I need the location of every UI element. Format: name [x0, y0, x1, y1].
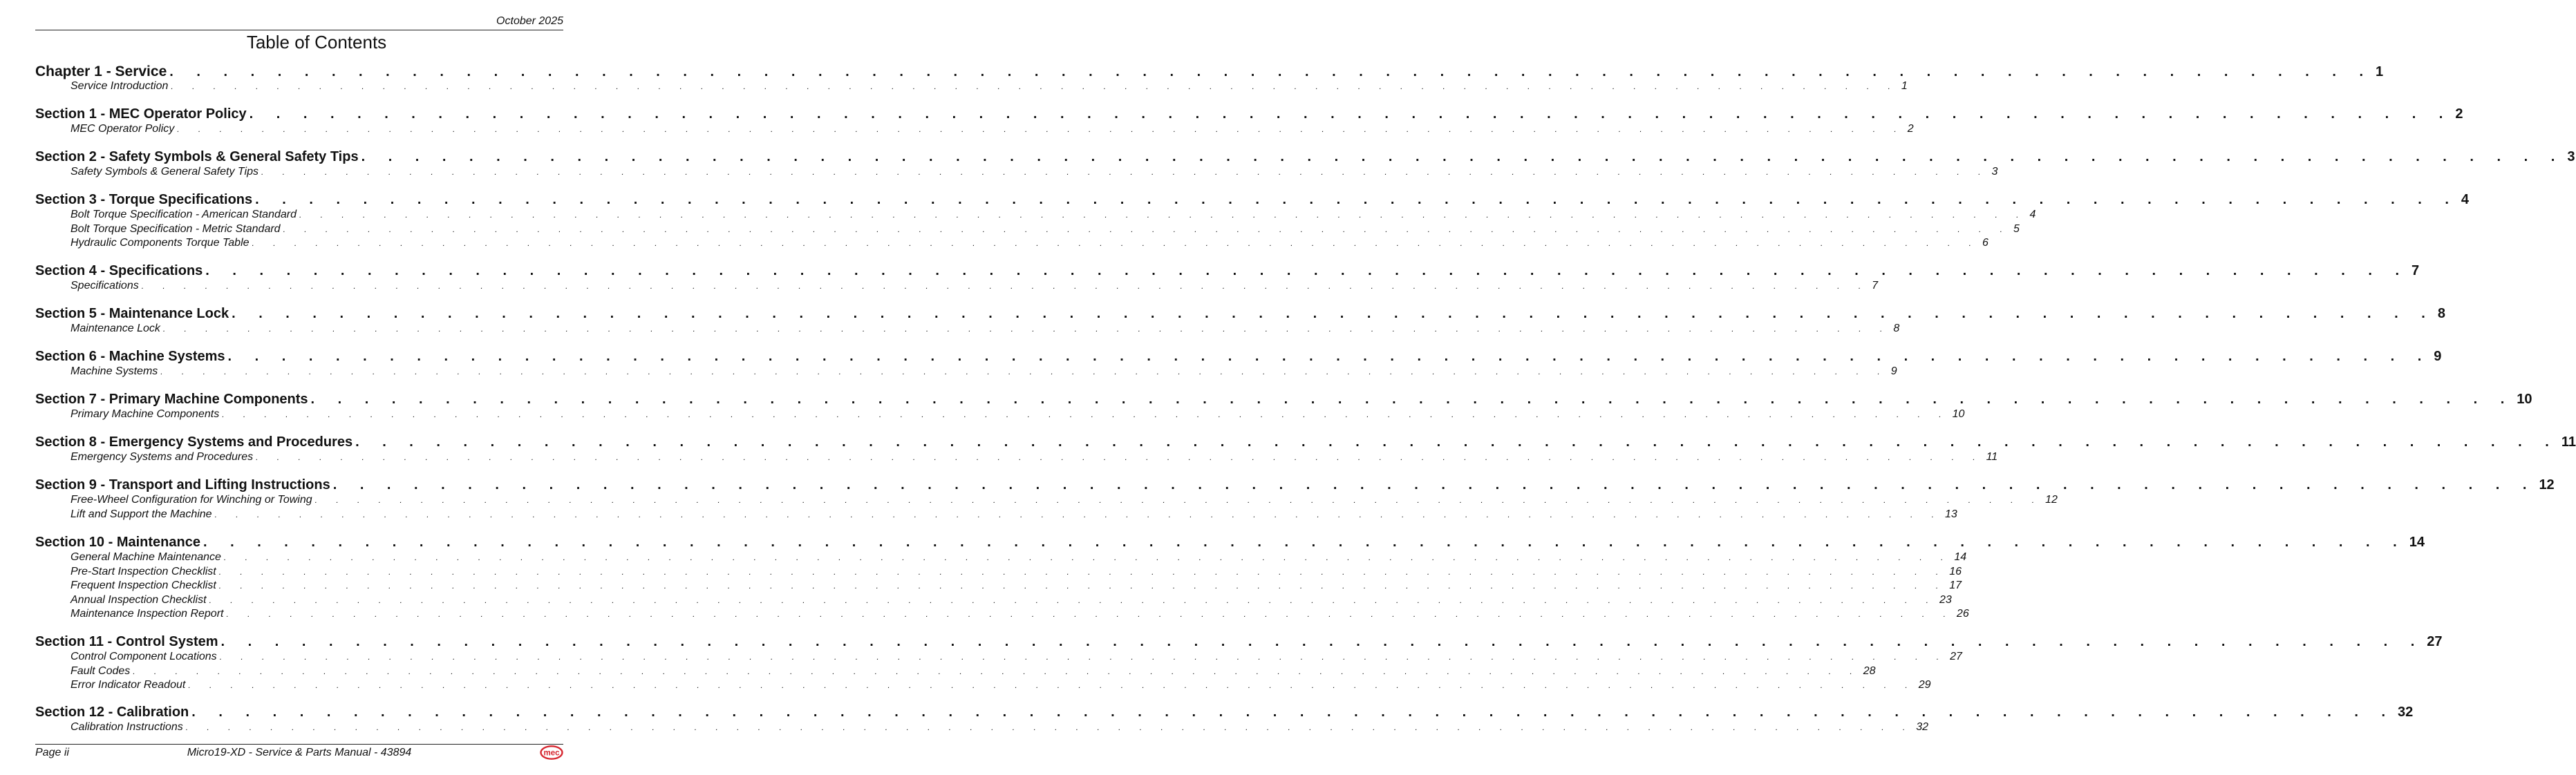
footer-page-number: Page ii [35, 747, 69, 758]
toc-leader-dots: . . . . . . . . . . . . . . . . . . . . . . . . . . . . . . . . . . . . . . . . . . . . . . . . . . . . . . . . . . . . . . . . . . . . . . . . . . . . . . . . . . [310, 392, 2514, 407]
toc-leader-dots: . . . . . . . . . . . . . . . . . . . . . . . . . . . . . . . . . . . . . . . . . . . . . . . . . . . . . . . . . . . . . . . . . . . . . . . . . . . . . . . . . . [255, 192, 2459, 207]
toc-section-row[interactable] [35, 705, 2414, 723]
toc-entry-row[interactable] [35, 80, 1908, 95]
toc-entry-row[interactable] [35, 365, 1897, 380]
toc-section-title: Section 12 - Calibration [35, 705, 189, 720]
toc-section-title: Section 9 - Transport and Lifting Instructions [35, 477, 330, 492]
toc-leader-dots: . . . . . . . . . . . . . . . . . . . . . . . . . . . . . . . . . . . . . . . . . . . . . . . . . . . . . . . . . . . . . . . . . . . . . . . . . . . . . . . . . . [133, 666, 1861, 676]
toc-entry-title: Bolt Torque Specification - American Standard [70, 209, 297, 220]
toc-leader-dots: . . . . . . . . . . . . . . . . . . . . . . . . . . . . . . . . . . . . . . . . . . . . . . . . . . . . . . . . . . . . . . . . . . . . . . . . . . . . . . . . . . [361, 149, 2565, 164]
toc-entry-title: Pre-Start Inspection Checklist [70, 565, 216, 577]
toc-section-title: Section 10 - Maintenance [35, 535, 200, 550]
toc-section-page: 2 [2455, 106, 2463, 122]
toc-section-title: Section 4 - Specifications [35, 263, 203, 278]
toc-entry-title: Free-Wheel Configuration for Winching or Towing [70, 494, 312, 506]
toc-section-row[interactable] [35, 349, 2442, 367]
toc-entry-title: Specifications [70, 280, 139, 291]
toc-entry-row[interactable] [35, 408, 1965, 423]
toc-entry-page: 11 [1986, 451, 1998, 463]
toc-leader-dots: . . . . . . . . . . . . . . . . . . . . . . . . . . . . . . . . . . . . . . . . . . . . . . . . . . . . . . . . . . . . . . . . . . . . . . . . . . . . . . . . . . [223, 553, 1952, 562]
toc-section-row[interactable] [35, 64, 2384, 82]
toc-leader-dots: . . . . . . . . . . . . . . . . . . . . . . . . . . . . . . . . . . . . . . . . . . . . . . . . . . . . . . . . . . . . . . . . . . . . . . . . . . . . . . . . . . [209, 595, 1937, 605]
toc-section-title: Section 2 - Safety Symbols & General Safety Tips [35, 149, 359, 164]
toc-entry-title: Maintenance Lock [70, 323, 160, 334]
toc-leader-dots: . . . . . . . . . . . . . . . . . . . . . . . . . . . . . . . . . . . . . . . . . . . . . . . . . . . . . . . . . . . . . . . . . . . . . . . . . . . . . . . . . . [283, 224, 2011, 234]
toc-section-title: Section 5 - Maintenance Lock [35, 306, 229, 321]
toc-leader-dots: . . . . . . . . . . . . . . . . . . . . . . . . . . . . . . . . . . . . . . . . . . . . . . . . . . . . . . . . . . . . . . . . . . . . . . . . . . . . . . . . . . [191, 705, 2395, 720]
toc-entry-page: 10 [1952, 408, 1965, 420]
toc-entry-title: Frequent Inspection Checklist [70, 580, 216, 592]
toc-section-title: Section 3 - Torque Specifications [35, 192, 253, 207]
toc-entry-row[interactable] [35, 551, 1967, 566]
toc-section-row[interactable] [35, 306, 2445, 324]
toc-section-page: 7 [2412, 263, 2420, 278]
toc-leader-dots: . . . . . . . . . . . . . . . . . . . . . . . . . . . . . . . . . . . . . . . . . . . . . . . . . . . . . . . . . . . . . . . . . . . . . . . . . . . . . . . . . . [218, 566, 1947, 577]
toc-entry-page: 29 [1918, 679, 1931, 691]
toc-leader-dots: . . . . . . . . . . . . . . . . . . . . . . . . . . . . . . . . . . . . . . . . . . . . . . . . . . . . . . . . . . . . . . . . . . . . . . . . . . . . . . . . . . [227, 349, 2432, 364]
toc-entry-title: Fault Codes [70, 664, 131, 677]
toc-leader-dots: . . . . . . . . . . . . . . . . . . . . . . . . . . . . . . . . . . . . . . . . . . . . . . . . . . . . . . . . . . . . . . . . . . . . . . . . . . . . . . . . . . [185, 723, 1914, 732]
mec-logo-text: mec [543, 749, 560, 758]
toc-leader-dots: . . . . . . . . . . . . . . . . . . . . . . . . . . . . . . . . . . . . . . . . . . . . . . . . . . . . . . . . . . . . . . . . . . . . . . . . . . . . . . . . . . [332, 477, 2537, 492]
toc-entry-page: 26 [1956, 608, 1969, 620]
toc-entry-row[interactable] [35, 451, 1998, 466]
toc-entry-row[interactable] [35, 237, 1989, 251]
toc-entry-page: 23 [1939, 593, 1952, 606]
toc-entry-row[interactable] [35, 123, 1914, 137]
toc-leader-dots: . . . . . . . . . . . . . . . . . . . . . . . . . . . . . . . . . . . . . . . . . . . . . . . . . . . . . . . . . . . . . . . . . . . . . . . . . . . . . . . . . . [226, 609, 1954, 620]
toc-leader-dots: . . . . . . . . . . . . . . . . . . . . . . . . . . . . . . . . . . . . . . . . . . . . . . . . . . . . . . . . . . . . . . . . . . . . . . . . . . . . . . . . . . [169, 64, 2373, 79]
toc-entry-title: General Machine Maintenance [70, 551, 221, 563]
toc-entry-page: 1 [1901, 80, 1908, 92]
toc-entry-page: 27 [1950, 651, 1962, 662]
toc-section-page: 14 [2409, 535, 2425, 550]
toc-leader-dots: . . . . . . . . . . . . . . . . . . . . . . . . . . . . . . . . . . . . . . . . . . . . . . . . . . . . . . . . . . . . . . . . . . . . . . . . . . . . . . . . . . [314, 495, 2043, 505]
toc-leader-dots: . . . . . . . . . . . . . . . . . . . . . . . . . . . . . . . . . . . . . . . . . . . . . . . . . . . . . . . . . . . . . . . . . . . . . . . . . . . . . . . . . . [171, 82, 1899, 91]
toc-entry-row[interactable] [35, 222, 2020, 238]
toc-section-page: 10 [2517, 392, 2532, 407]
header-date: October 2025 [496, 15, 563, 27]
toc-entry-row[interactable] [35, 508, 1957, 523]
toc-entry-row[interactable] [35, 721, 1928, 736]
toc-entry-row[interactable] [35, 166, 1998, 180]
toc-section-title: Chapter 1 - Service [35, 64, 167, 79]
toc-leader-dots: . . . . . . . . . . . . . . . . . . . . . . . . . . . . . . . . . . . . . . . . . . . . . . . . . . . . . . . . . . . . . . . . . . . . . . . . . . . . . . . . . . [261, 167, 1989, 177]
toc-entry-page: 9 [1890, 365, 1897, 377]
mec-logo [540, 745, 563, 760]
toc-leader-dots: . . . . . . . . . . . . . . . . . . . . . . . . . . . . . . . . . . . . . . . . . . . . . . . . . . . . . . . . . . . . . . . . . . . . . . . . . . . . . . . . . . [218, 581, 1947, 591]
toc-leader-dots: . . . . . . . . . . . . . . . . . . . . . . . . . . . . . . . . . . . . . . . . . . . . . . . . . . . . . . . . . . . . . . . . . . . . . . . . . . . . . . . . . . [219, 652, 1948, 662]
toc-section-row[interactable] [35, 477, 2555, 495]
toc-entry-page: 4 [2029, 209, 2036, 220]
toc-section-title: Section 11 - Control System [35, 634, 218, 649]
toc-section-page: 32 [2398, 705, 2414, 720]
toc-entry-page: 17 [1949, 580, 1962, 592]
toc-entry-row[interactable] [35, 323, 1900, 337]
toc-entry-page: 2 [1907, 123, 1914, 135]
toc-section-title: Section 8 - Emergency Systems and Procedures [35, 434, 353, 450]
toc-leader-dots: . . . . . . . . . . . . . . . . . . . . . . . . . . . . . . . . . . . . . . . . . . . . . . . . . . . . . . . . . . . . . . . . . . . . . . . . . . . . . . . . . . [160, 367, 1888, 376]
toc-leader-dots: . . . . . . . . . . . . . . . . . . . . . . . . . . . . . . . . . . . . . . . . . . . . . . . . . . . . . . . . . . . . . . . . . . . . . . . . . . . . . . . . . . [162, 324, 1891, 334]
toc-section-row[interactable] [35, 535, 2425, 553]
toc-entry-row[interactable] [35, 280, 1879, 294]
toc-entry-title: Bolt Torque Specification - Metric Standard [70, 222, 281, 235]
toc-leader-dots: . . . . . . . . . . . . . . . . . . . . . . . . . . . . . . . . . . . . . . . . . . . . . . . . . . . . . . . . . . . . . . . . . . . . . . . . . . . . . . . . . . [222, 410, 1950, 419]
toc-section-page: 9 [2434, 349, 2442, 364]
toc-section-row[interactable] [35, 263, 2420, 281]
toc-entry-page: 16 [1949, 565, 1962, 577]
toc-entry-title: Emergency Systems and Procedures [70, 451, 254, 463]
toc-section-row[interactable] [35, 149, 2575, 167]
toc-entry-title: Hydraulic Components Torque Table [70, 237, 250, 249]
toc-section-page: 1 [2376, 64, 2384, 79]
toc-leader-dots: . . . . . . . . . . . . . . . . . . . . . . . . . . . . . . . . . . . . . . . . . . . . . . . . . . . . . . . . . . . . . . . . . . . . . . . . . . . . . . . . . . [252, 238, 1980, 249]
toc-entry-title: MEC Operator Policy [70, 123, 175, 135]
toc-entry-page: 12 [2045, 494, 2058, 506]
toc-section-title: Section 7 - Primary Machine Components [35, 392, 308, 407]
toc-entry-row[interactable] [35, 608, 1969, 622]
toc-entry-row[interactable] [35, 593, 1952, 609]
toc-leader-dots: . . . . . . . . . . . . . . . . . . . . . . . . . . . . . . . . . . . . . . . . . . . . . . . . . . . . . . . . . . . . . . . . . . . . . . . . . . . . . . . . . . [232, 306, 2435, 321]
toc-entry-row[interactable] [35, 209, 2036, 223]
toc-entry-title: Machine Systems [70, 365, 158, 377]
toc-section-page: 3 [2567, 149, 2575, 164]
toc-section-row[interactable] [35, 106, 2463, 124]
footer-rule [35, 744, 563, 745]
toc-leader-dots: . . . . . . . . . . . . . . . . . . . . . . . . . . . . . . . . . . . . . . . . . . . . . . . . . . . . . . . . . . . . . . . . . . . . . . . . . . . . . . . . . . [141, 281, 1870, 291]
toc-entry-page: 14 [1954, 551, 1967, 563]
toc-leader-dots: . . . . . . . . . . . . . . . . . . . . . . . . . . . . . . . . . . . . . . . . . . . . . . . . . . . . . . . . . . . . . . . . . . . . . . . . . . . . . . . . . . [214, 509, 1943, 519]
toc-entry-title: Control Component Locations [70, 651, 217, 662]
toc-section-page: 8 [2437, 306, 2445, 321]
footer-manual-title: Micro19-XD - Service & Parts Manual - 43894 [187, 747, 412, 758]
toc-leader-dots: . . . . . . . . . . . . . . . . . . . . . . . . . . . . . . . . . . . . . . . . . . . . . . . . . . . . . . . . . . . . . . . . . . . . . . . . . . . . . . . . . . [220, 634, 2425, 649]
toc-section-row[interactable] [35, 634, 2443, 652]
toc-entry-title: Service Introduction [70, 80, 169, 92]
toc-leader-dots: . . . . . . . . . . . . . . . . . . . . . . . . . . . . . . . . . . . . . . . . . . . . . . . . . . . . . . . . . . . . . . . . . . . . . . . . . . . . . . . . . . [188, 680, 1916, 691]
toc-entry-row[interactable] [35, 679, 1931, 693]
toc-entry-page: 6 [1982, 237, 1989, 249]
toc-entry-title: Primary Machine Components [70, 408, 220, 420]
toc-entry-title: Maintenance Inspection Report [70, 608, 224, 620]
toc-entry-page: 5 [2013, 222, 2020, 235]
toc-leader-dots: . . . . . . . . . . . . . . . . . . . . . . . . . . . . . . . . . . . . . . . . . . . . . . . . . . . . . . . . . . . . . . . . . . . . . . . . . . . . . . . . . . [249, 106, 2453, 122]
toc-entry-page: 32 [1916, 721, 1928, 733]
toc-section-title: Section 1 - MEC Operator Policy [35, 106, 247, 122]
toc-section-title: Section 6 - Machine Systems [35, 349, 225, 364]
page-title: Table of Contents [246, 32, 387, 52]
toc-entry-page: 28 [1863, 664, 1876, 677]
toc-leader-dots: . . . . . . . . . . . . . . . . . . . . . . . . . . . . . . . . . . . . . . . . . . . . . . . . . . . . . . . . . . . . . . . . . . . . . . . . . . . . . . . . . . [256, 452, 1984, 462]
toc-section-page: 4 [2461, 192, 2469, 207]
toc-section-page: 12 [2539, 477, 2555, 492]
toc-section-row[interactable] [35, 392, 2532, 410]
toc-entry-row[interactable] [35, 651, 1962, 665]
toc-entry-title: Lift and Support the Machine [70, 508, 212, 520]
toc-entry-page: 3 [1991, 166, 1998, 178]
toc-leader-dots: . . . . . . . . . . . . . . . . . . . . . . . . . . . . . . . . . . . . . . . . . . . . . . . . . . . . . . . . . . . . . . . . . . . . . . . . . . . . . . . . . . [299, 210, 2027, 220]
toc-entry-title: Error Indicator Readout [70, 679, 186, 691]
toc-leader-dots: . . . . . . . . . . . . . . . . . . . . . . . . . . . . . . . . . . . . . . . . . . . . . . . . . . . . . . . . . . . . . . . . . . . . . . . . . . . . . . . . . . [177, 124, 1905, 134]
toc-entry-row[interactable] [35, 664, 1876, 680]
toc-leader-dots: . . . . . . . . . . . . . . . . . . . . . . . . . . . . . . . . . . . . . . . . . . . . . . . . . . . . . . . . . . . . . . . . . . . . . . . . . . . . . . . . . . [355, 434, 2559, 450]
toc-entry-row[interactable] [35, 565, 1962, 580]
toc-leader-dots: . . . . . . . . . . . . . . . . . . . . . . . . . . . . . . . . . . . . . . . . . . . . . . . . . . . . . . . . . . . . . . . . . . . . . . . . . . . . . . . . . . [205, 263, 2409, 278]
toc-entry-row[interactable] [35, 580, 1962, 594]
toc-entry-page: 8 [1893, 323, 1900, 334]
toc-section-page: 11 [2561, 434, 2576, 450]
toc-entry-title: Safety Symbols & General Safety Tips [70, 166, 258, 178]
toc-entry-page: 7 [1872, 280, 1879, 291]
toc-entry-row[interactable] [35, 494, 2058, 508]
toc-leader-dots: . . . . . . . . . . . . . . . . . . . . . . . . . . . . . . . . . . . . . . . . . . . . . . . . . . . . . . . . . . . . . . . . . . . . . . . . . . . . . . . . . . [203, 535, 2407, 550]
toc-entry-page: 13 [1945, 508, 1957, 520]
toc-entry-title: Annual Inspection Checklist [70, 593, 207, 606]
toc-section-page: 27 [2427, 634, 2443, 649]
toc-section-row[interactable] [35, 192, 2469, 210]
toc-section-row[interactable] [35, 434, 2576, 452]
toc-entry-title: Calibration Instructions [70, 721, 183, 733]
